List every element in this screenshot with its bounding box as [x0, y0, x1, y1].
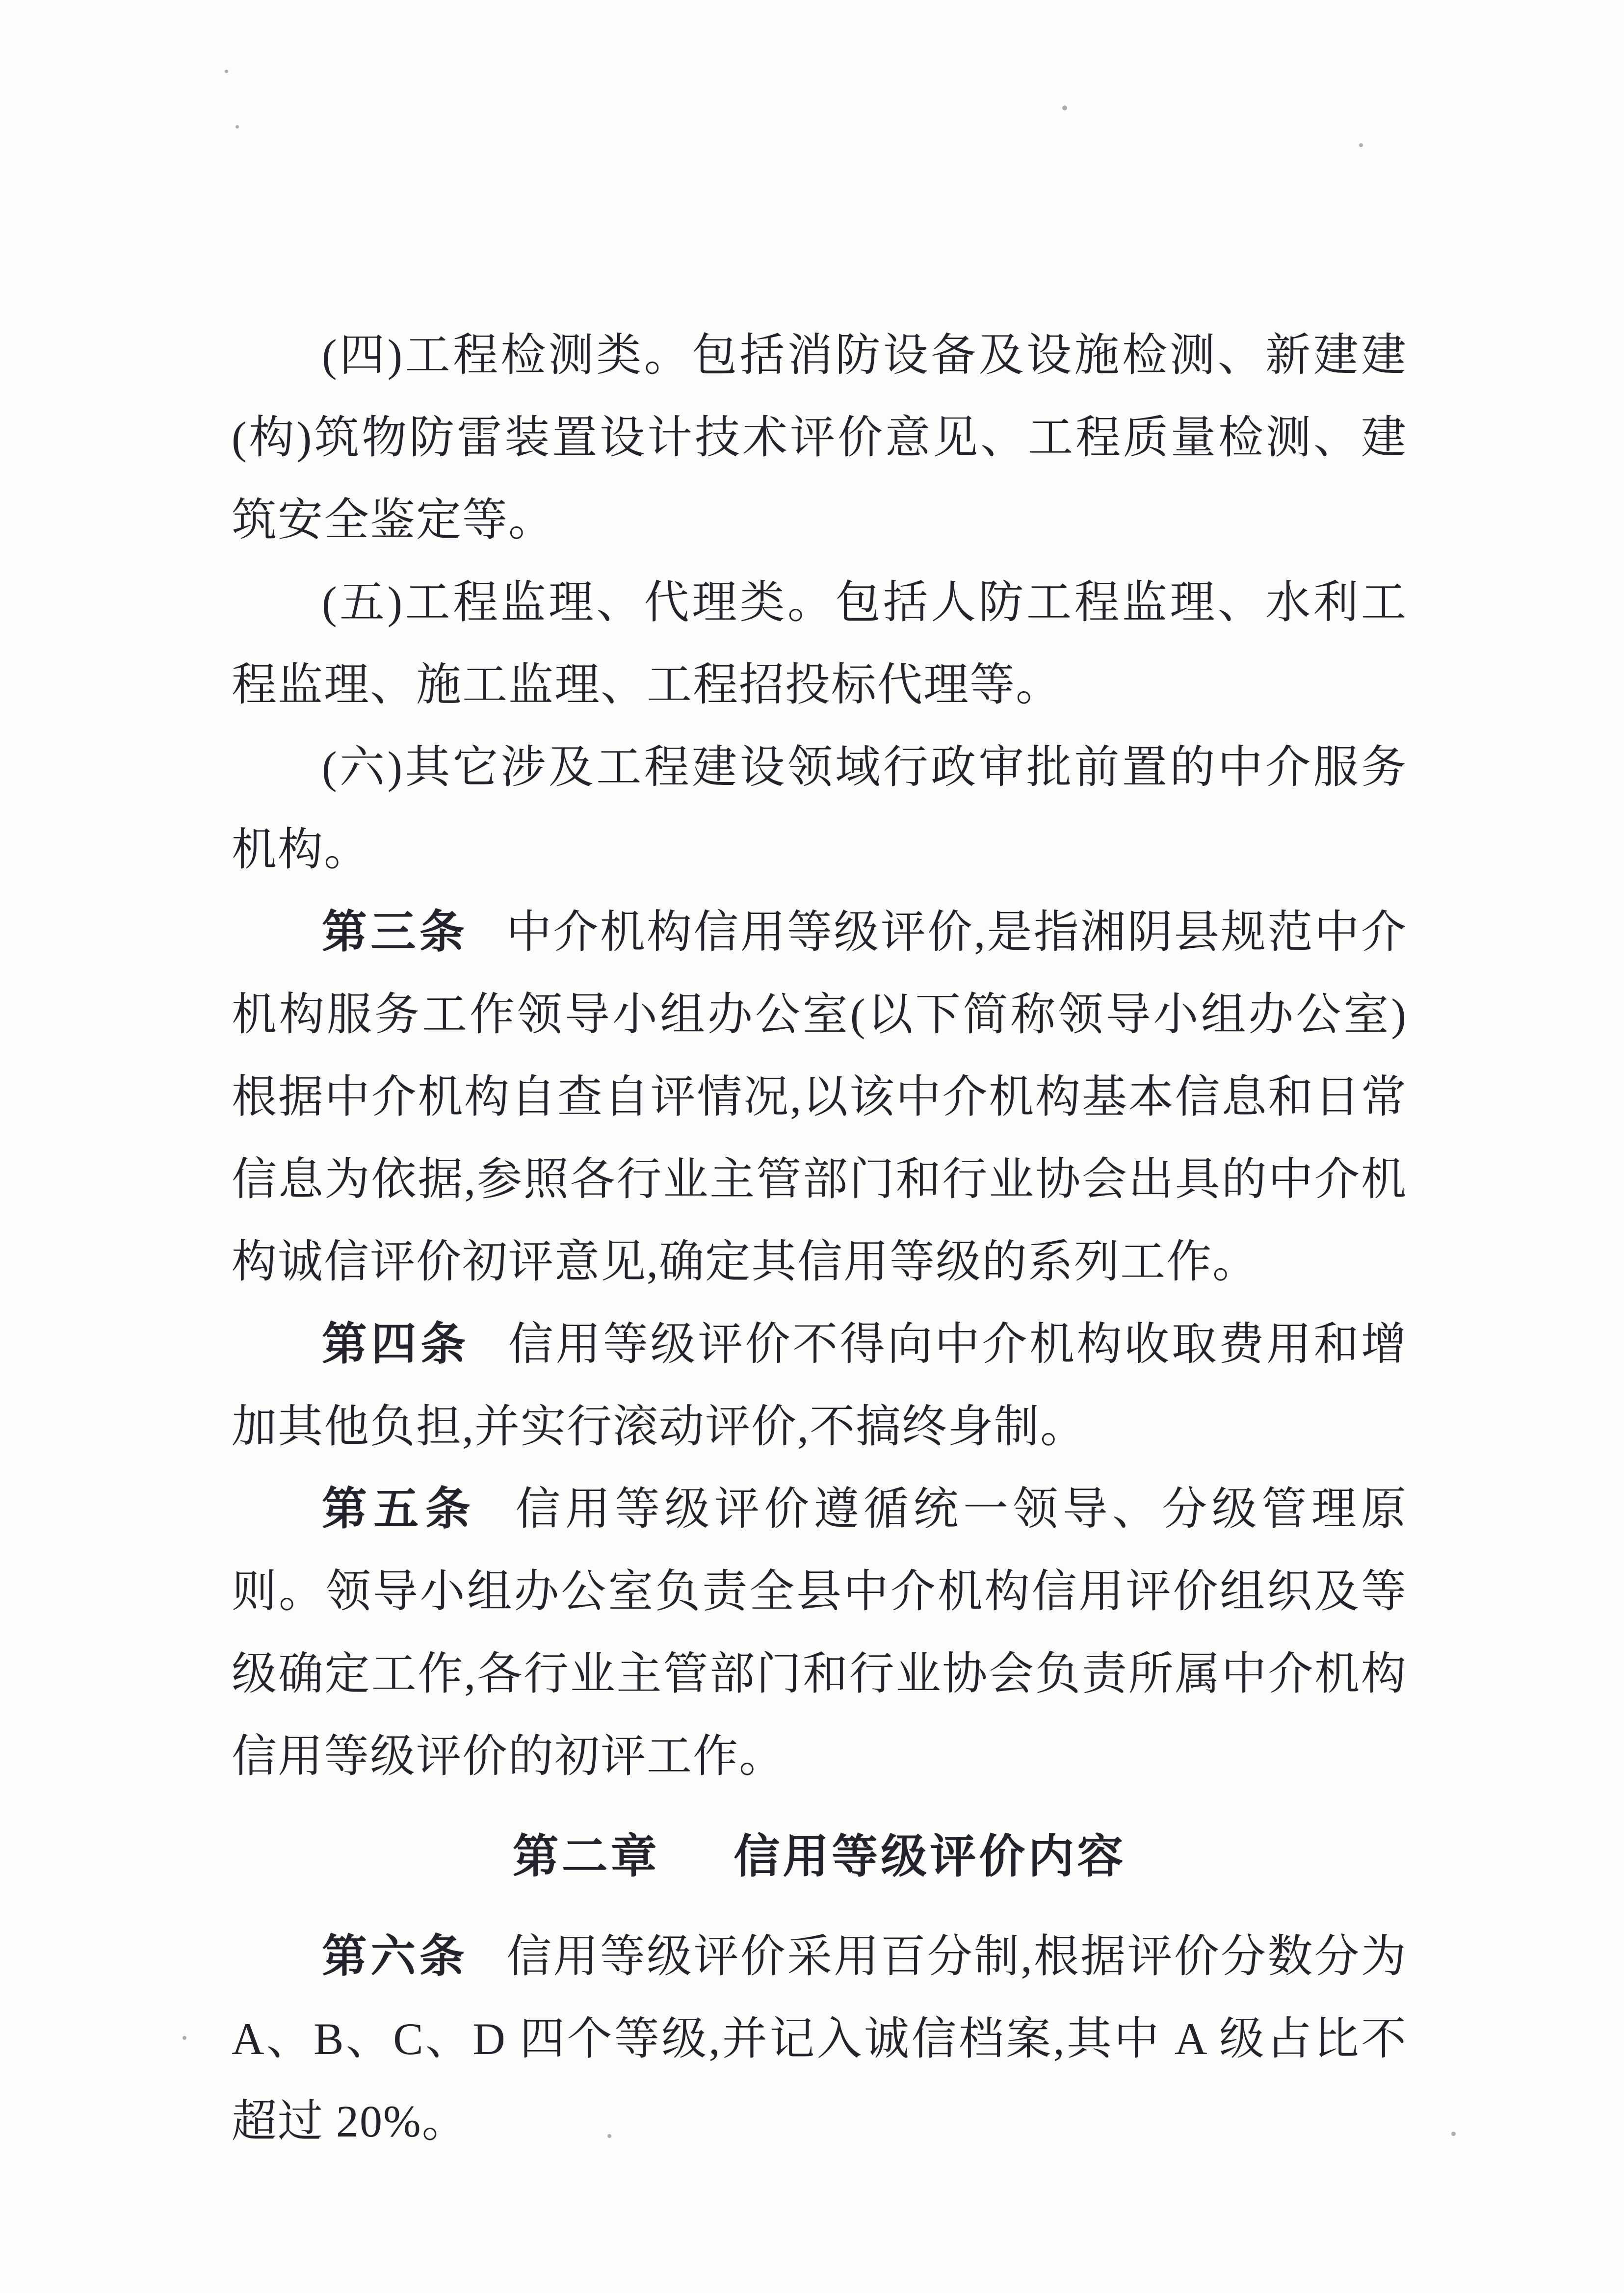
chapter-heading [232, 1815, 1407, 1898]
paragraph-text: (六)其它涉及工程建设领域行政审批前置的中介服务机构。 [232, 742, 1407, 875]
paragraph-text: 信用等级评价遵循统一领导、分级管理原则。领导小组办公室负责全县中介机构信用评价组织及等级确定工作,各行业主管部门和行业协会负责所属中介机构信用等级评价的初评工作。 [232, 1484, 1407, 1781]
paragraph-item-4-detection [232, 314, 1407, 561]
chapter-title: 信用等级评价内容 [733, 1830, 1126, 1882]
paragraph-article-3 [232, 891, 1407, 1303]
chapter-number: 第二章 [512, 1830, 660, 1882]
paragraph-text: (四)工程检测类。包括消防设备及设施检测、新建建(构)筑物防雷装置设计技术评价意见、工程质量检测、建筑安全鉴定等。 [232, 330, 1407, 545]
scan-speck [1359, 143, 1363, 147]
scan-speck [236, 125, 239, 129]
paragraph-text: (五)工程监理、代理类。包括人防工程监理、水利工程监理、施工监理、工程招投标代理等。 [232, 577, 1407, 710]
paragraph-text: 信用等级评价不得向中介机构收取费用和增加其他负担,并实行滚动评价,不搞终身制。 [232, 1319, 1407, 1452]
paragraph-item-6-other [232, 726, 1407, 891]
article-number: 第三条 [322, 907, 468, 957]
scan-speck [183, 2036, 186, 2040]
scan-speck [1062, 105, 1067, 110]
article-number: 第四条 [322, 1319, 470, 1369]
scan-speck [1451, 2132, 1456, 2136]
paragraph-text: 中介机构信用等级评价,是指湘阴县规范中介机构服务工作领导小组办公室(以下简称领导小组办公室)根据中介机构自查自评情况,以该中介机构基本信息和日常信息为依据,参照各行业主管部门和行业协会出具的中介机构诚信评价初评意见,确定其信用等级的系列工作。 [232, 907, 1407, 1287]
paragraph-article-4 [232, 1303, 1407, 1468]
paragraph-text: 信用等级评价采用百分制,根据评价分数分为 A、B、C、D 四个等级,并记入诚信档案,其中 A 级占比不超过 20%。 [232, 1931, 1407, 2146]
paragraph-article-6 [232, 1915, 1407, 2163]
document-body [232, 314, 1407, 2163]
article-number: 第六条 [322, 1931, 468, 1981]
scan-speck [225, 70, 228, 73]
scan-speck [607, 2134, 611, 2138]
article-number: 第五条 [322, 1484, 477, 1534]
paragraph-item-5-supervision [232, 561, 1407, 726]
paragraph-article-5 [232, 1468, 1407, 1798]
